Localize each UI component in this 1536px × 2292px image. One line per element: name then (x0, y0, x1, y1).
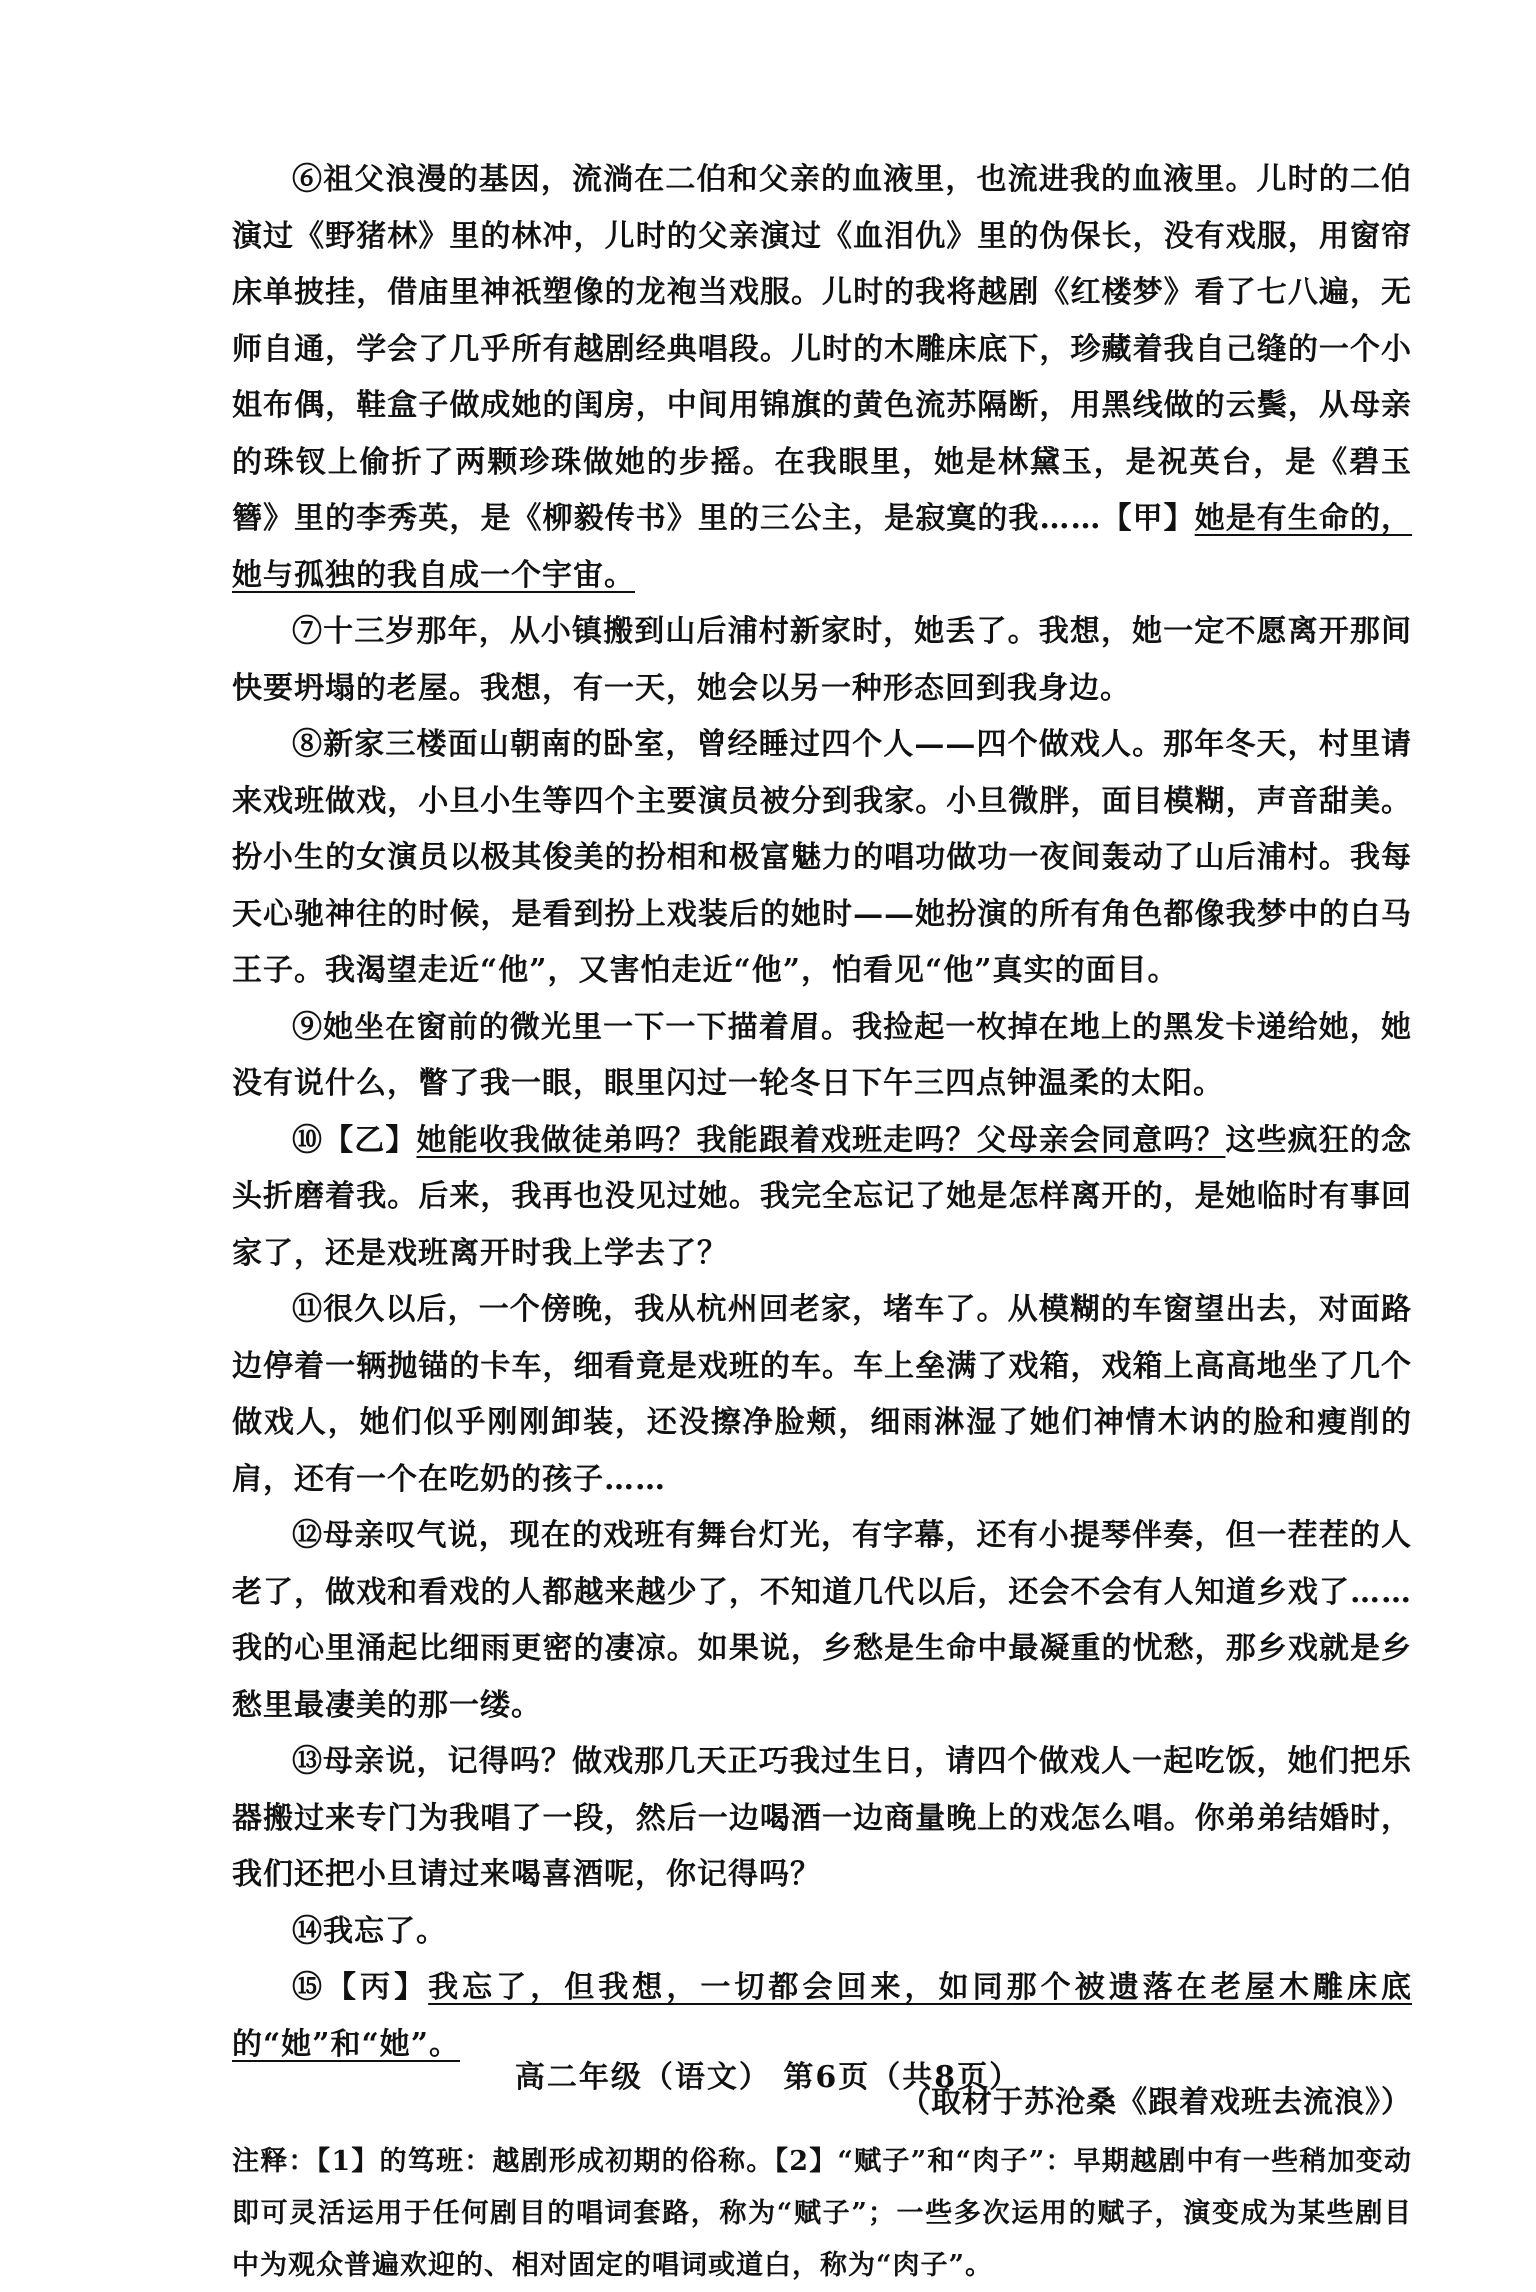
paragraph-number: ⑩ (292, 1122, 324, 1158)
paragraph-text: 我忘了。 (323, 1913, 447, 1949)
annotation-marker: 【甲】 (1101, 501, 1195, 536)
annotation-marker: 【丙】 (326, 1970, 429, 2005)
paragraph-number: ⑦ (292, 614, 324, 649)
paragraph (232, 604, 1412, 717)
underlined-sentence: 我忘了，但我想，一切都会回来，如同那个被遗落在老屋木雕床底的“她”和“她”。 (232, 1970, 1412, 2062)
paragraph (232, 1904, 1412, 1961)
paragraph-number: ⑭ (292, 1913, 323, 1949)
paragraph-text: 母亲说，记得吗？做戏那几天正巧我过生日，请四个做戏人一起吃饭，她们把乐器搬过来专门为我唱了一段，然后一边喝酒一边商量晚上的戏怎么唱。你弟弟结婚时，我们还把小旦请过来喝喜酒呢，你记得吗？ (232, 1744, 1413, 1892)
source-citation: （取材于苏沧桑《跟着戏班去流浪》） (900, 2085, 1412, 2120)
paragraph-number: ⑫ (292, 1518, 324, 1553)
paragraph-text: 很久以后，一个傍晚，我从杭州回老家，堵车了。从模糊的车窗望出去，对面路边停着一辆抛锚的卡车，细看竟是戏班的车。车上垒满了戏箱，戏箱上高高地坐了几个做戏人，她们似乎刚刚卸装，还没擦净脸颊，细雨淋湿了她们神情木讷的脸和瘦削的肩，还有一个在吃奶的孩子…… (232, 1292, 1413, 1497)
paragraph-number: ⑥ (292, 162, 324, 197)
paragraph-number: ⑮ (292, 1970, 327, 2005)
paragraph-number: ⑬ (292, 1744, 324, 1779)
paragraph-text: 母亲叹气说，现在的戏班有舞台灯光，有字幕，还有小提琴伴奏，但一茬茬的人老了，做戏和看戏的人都越来越少了，不知道几代以后，还会不会有人知道乡戏了……我的心里涌起比细雨更密的凄凉。如果说，乡愁是生命中最凝重的忧愁，那乡戏就是乡愁里最凄美的那一缕。 (232, 1518, 1413, 1723)
paragraph (232, 1000, 1412, 1113)
paragraph-number: ⑪ (292, 1292, 324, 1327)
page-footer: 高二年级（语文） 第6页（共8页） (514, 2060, 1022, 2095)
paragraph (232, 1282, 1412, 1508)
underlined-sentence: 她能收我做徒弟吗？我能跟着戏班走吗？父母亲会同意吗？ (416, 1122, 1226, 1158)
paragraph (232, 1508, 1412, 1734)
paragraph-text: 新家三楼面山朝南的卧室，曾经睡过四个人——四个做戏人。那年冬天，村里请来戏班做戏，小旦小生等四个主要演员被分到我家。小旦微胖，面目模糊，声音甜美。扮小生的女演员以极其俊美的扮相和极富魅力的唱功做功一夜间轰动了山后浦村。我每天心驰神往的时候，是看到扮上戏装后的她时——她扮演的所有角色都像我梦中的白马王子。我渴望走近“他”，又害怕走近“他”，怕看见“他”真实的面目。 (232, 727, 1413, 988)
underlined-sentence: 她是有生命的，她与孤独的我自成一个宇宙。 (232, 501, 1413, 593)
paragraph (232, 717, 1412, 1000)
paragraph-number: ⑧ (292, 727, 324, 762)
annotation-marker: 【乙】 (323, 1122, 417, 1158)
paragraph (232, 1113, 1412, 1283)
paragraph (232, 152, 1412, 604)
footnotes: 注释：【1】的笃班：越剧形成初期的俗称。【2】“赋子”和“肉子”：早期越剧中有一些稍加变动即可灵活运用于任何剧目的唱词套路，称为“赋子”；一些多次运用的赋子，演变成为某些剧目中为观众普遍欢迎的、相对固定的唱词或道白，称为“肉子”。 (232, 2145, 1412, 2281)
paragraph-text: 这些疯狂的念头折磨着我。后来，我再也没见过她。我完全忘记了她是怎样离开的，是她临时有事回家了，还是戏班离开时我上学去了？ (232, 1122, 1413, 1271)
paragraph-text: 她坐在窗前的微光里一下一下描着眉。我捡起一枚掉在地上的黑发卡递给她，她没有说什么，瞥了我一眼，眼里闪过一轮冬日下午三四点钟温柔的太阳。 (232, 1009, 1413, 1101)
paragraph-text: 祖父浪漫的基因，流淌在二伯和父亲的血液里，也流进我的血液里。儿时的二伯演过《野猪林》里的林冲，儿时的父亲演过《血泪仇》里的伪保长，没有戏服，用窗帘床单披挂，借庙里神祇塑像的龙袍当戏服。儿时的我将越剧《红楼梦》看了七八遍，无师自通，学会了几乎所有越剧经典唱段。儿时的木雕床底下，珍藏着我自己缝的一个小姐布偶，鞋盒子做成她的闺房，中间用锦旗的黄色流苏隔断，用黑线做的云鬓，从母亲的珠钗上偷折了两颗珍珠做她的步摇。在我眼里，她是林黛玉，是祝英台，是《碧玉簪》里的李秀英，是《柳毅传书》里的三公主，是寂寞的我…… (232, 162, 1413, 536)
paragraph-number: ⑨ (292, 1009, 324, 1045)
paragraph-text: 十三岁那年，从小镇搬到山后浦村新家时，她丢了。我想，她一定不愿离开那间快要坍塌的老屋。我想，有一天，她会以另一种形态回到我身边。 (232, 614, 1413, 706)
reading-passage (232, 152, 1412, 2292)
paragraph (232, 1734, 1412, 1904)
